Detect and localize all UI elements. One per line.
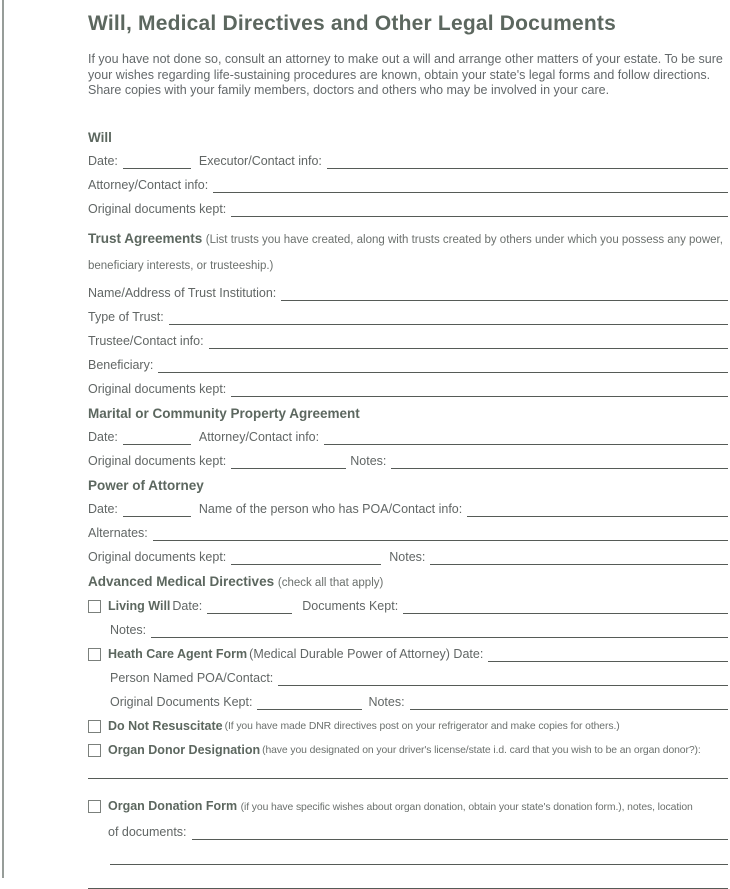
organ-designation-label: Organ Donor Designation	[108, 742, 261, 757]
marital-original-docs-label: Original documents kept:	[88, 453, 227, 468]
living-will-notes-row	[110, 623, 728, 638]
health-agent-person-row	[110, 671, 728, 686]
organ-donation-docs-line	[192, 836, 728, 840]
poa-original-docs-line	[231, 561, 381, 565]
poa-date-row	[88, 502, 728, 517]
poa-person-line	[467, 513, 728, 517]
trust-original-docs-label: Original documents kept:	[88, 381, 227, 396]
marital-date-line	[123, 441, 191, 445]
trust-beneficiary-label: Beneficiary:	[88, 357, 154, 372]
section-amd-heading	[88, 574, 728, 591]
health-agent-docs-line	[257, 706, 362, 710]
page-title: Will, Medical Directives and Other Legal Documents	[88, 12, 616, 35]
poa-notes-label: Notes:	[389, 549, 426, 564]
will-date-label: Date:	[88, 153, 118, 168]
trust-type-label: Type of Trust:	[88, 309, 164, 324]
poa-alternates-row	[88, 526, 728, 541]
marital-attorney-line	[324, 441, 728, 445]
will-date-line	[123, 165, 191, 169]
trust-name-line	[281, 297, 728, 301]
poa-alternates-line	[153, 537, 728, 541]
organ-designation-row	[88, 743, 728, 758]
blank-line-indented	[110, 864, 728, 865]
organ-donation-docs-label: of documents:	[108, 824, 187, 839]
organ-donation-form-text	[108, 798, 728, 840]
living-will-label: Living Will	[108, 598, 171, 613]
organ-donation-form-label: Organ Donation Form	[108, 798, 238, 813]
section-marital-heading: Marital or Community Property Agreement	[88, 405, 360, 421]
marital-docs-row	[88, 454, 728, 469]
will-original-docs-line	[231, 213, 728, 217]
trust-type-line	[169, 321, 728, 325]
living-will-notes-label: Notes:	[110, 622, 147, 637]
health-agent-person-line	[278, 682, 728, 686]
poa-notes-line	[430, 561, 728, 565]
health-agent-notes-label: Notes:	[368, 694, 405, 709]
will-date-executor-row	[88, 154, 728, 169]
marital-date-row	[88, 430, 728, 445]
dnr-label: Do Not Resuscitate	[108, 718, 223, 733]
trust-heading-note: (List trusts you have created, along with trusts created by others under which you possess any power, beneficiary interests, or trusteeship.)	[88, 233, 723, 272]
health-agent-checkbox[interactable]	[88, 648, 101, 661]
amd-heading-label: Advanced Medical Directives	[88, 573, 275, 589]
poa-docs-row	[88, 550, 728, 565]
organ-designation-note: (have you designated on your driver's license/state i.d. card that you wish to be an organ donor?):	[262, 744, 701, 756]
marital-date-label: Date:	[88, 429, 118, 444]
will-executor-label: Executor/Contact info:	[198, 153, 322, 168]
document-page	[88, 10, 728, 889]
page-edge-line	[2, 0, 4, 878]
health-agent-row	[88, 647, 728, 662]
organ-donation-form-note: (if you have specific wishes about organ donation, obtain your state's donation form.), notes, location	[240, 801, 693, 813]
marital-notes-line	[391, 465, 728, 469]
health-agent-docs-row	[110, 695, 728, 710]
trust-trustee-row	[88, 334, 728, 349]
trust-beneficiary-line	[158, 369, 728, 373]
health-agent-notes-line	[410, 706, 728, 710]
poa-person-label: Name of the person who has POA/Contact info:	[198, 501, 463, 516]
section-will-heading: Will	[88, 129, 112, 145]
trust-trustee-label: Trustee/Contact info:	[88, 333, 204, 348]
health-agent-date-line	[488, 658, 728, 662]
dnr-note: (If you have made DNR directives post on your refrigerator and make copies for others.)	[224, 720, 620, 732]
health-agent-note: (Medical Durable Power of Attorney) Date:	[249, 646, 484, 661]
living-will-row	[88, 599, 728, 614]
section-poa-heading: Power of Attorney	[88, 477, 204, 493]
marital-attorney-label: Attorney/Contact info:	[198, 429, 320, 444]
will-attorney-row	[88, 178, 728, 193]
trust-trustee-line	[209, 345, 728, 349]
blank-line-bottom	[88, 888, 728, 889]
poa-alternates-label: Alternates:	[88, 525, 148, 540]
trust-original-docs-row	[88, 382, 728, 397]
living-will-notes-line	[151, 634, 728, 638]
intro-paragraph: If you have not done so, consult an attorney to make out a will and arrange other matters of your estate. To be sure your wishes regarding life-sustaining procedures are known, obtain your state's legal forms and follow directions. Share copies with your family members, doctors and others who may be involved in your care.	[88, 52, 723, 97]
trust-name-row	[88, 286, 728, 301]
living-will-checkbox[interactable]	[88, 600, 101, 613]
dnr-row	[88, 719, 728, 734]
will-original-docs-label: Original documents kept:	[88, 201, 227, 216]
will-attorney-line	[213, 189, 728, 193]
marital-original-docs-line	[231, 465, 346, 469]
trust-name-label: Name/Address of Trust Institution:	[88, 285, 277, 300]
health-agent-person-label: Person Named POA/Contact:	[110, 670, 274, 685]
will-attorney-label: Attorney/Contact info:	[88, 177, 209, 192]
organ-designation-checkbox[interactable]	[88, 744, 101, 757]
will-executor-line	[327, 165, 728, 169]
trust-beneficiary-row	[88, 358, 728, 373]
poa-date-label: Date:	[88, 501, 118, 516]
section-trust-heading	[88, 226, 728, 279]
poa-original-docs-label: Original documents kept:	[88, 549, 227, 564]
living-will-docs-line	[403, 610, 728, 614]
organ-donation-form-checkbox[interactable]	[88, 800, 101, 813]
health-agent-label: Heath Care Agent Form	[108, 646, 248, 661]
health-agent-docs-label: Original Documents Kept:	[110, 694, 253, 709]
marital-notes-label: Notes:	[350, 453, 387, 468]
blank-line-full	[88, 778, 728, 779]
trust-heading-label: Trust Agreements	[88, 230, 203, 246]
amd-heading-note: (check all that apply)	[277, 576, 384, 589]
living-will-date-label: Date:	[172, 598, 203, 613]
living-will-date-line	[207, 610, 292, 614]
living-will-docs-label: Documents Kept:	[302, 598, 399, 613]
poa-date-line	[123, 513, 191, 517]
organ-donation-form-row	[88, 798, 728, 840]
trust-original-docs-line	[231, 393, 728, 397]
trust-type-row	[88, 310, 728, 325]
will-original-docs-row	[88, 202, 728, 217]
organ-donation-docs-row	[108, 825, 728, 840]
dnr-checkbox[interactable]	[88, 720, 101, 733]
